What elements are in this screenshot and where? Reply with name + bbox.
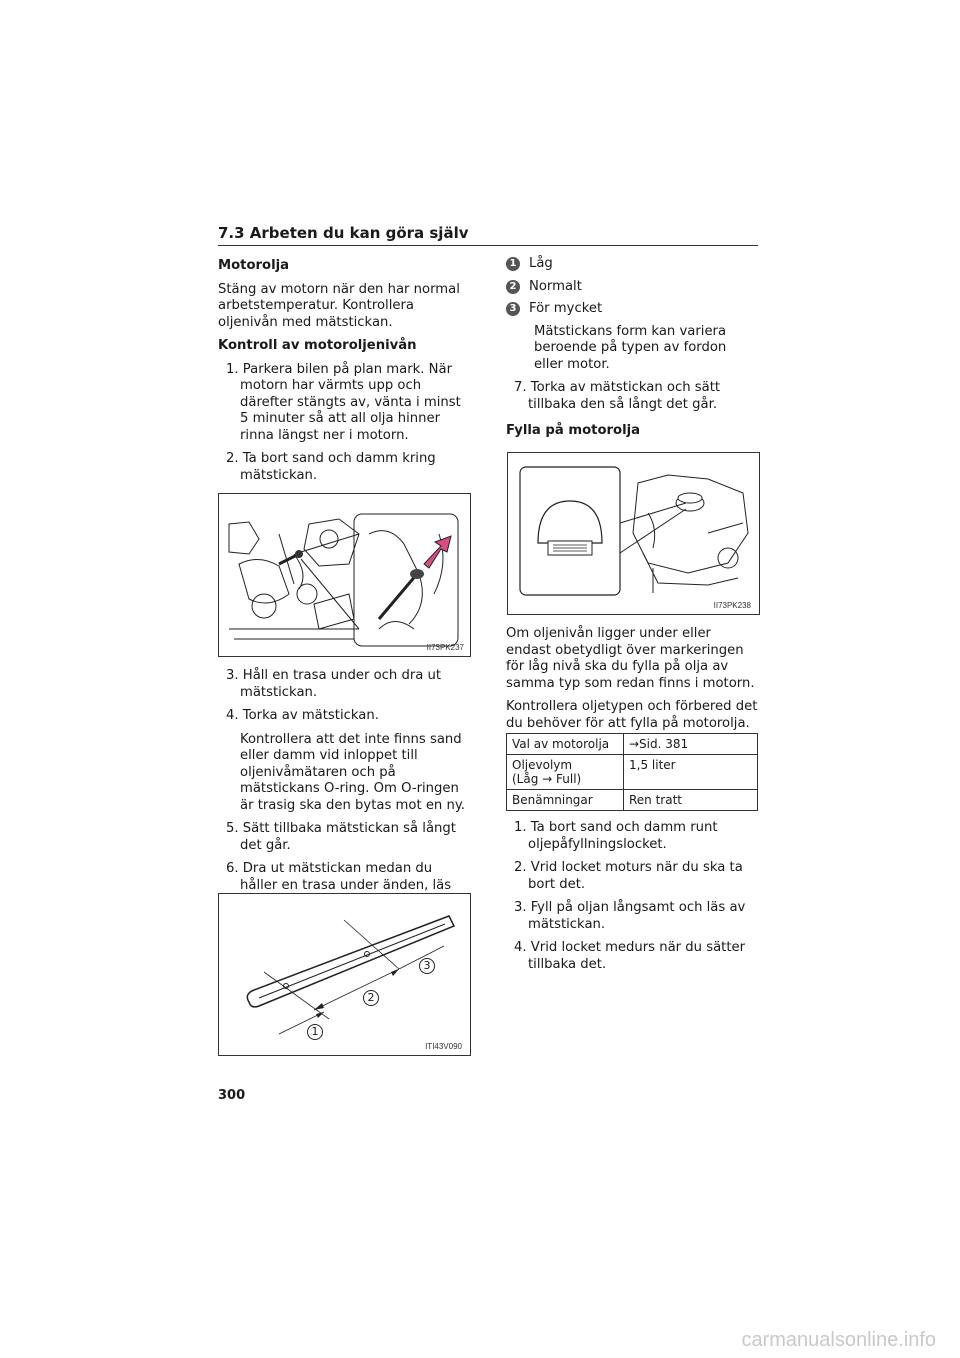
heading-motorolja: Motorolja xyxy=(218,258,290,273)
legend-number: 3 xyxy=(506,302,520,316)
callout-1: 1 xyxy=(307,1024,323,1040)
callout-2: 2 xyxy=(363,990,379,1006)
table-value: Ren tratt xyxy=(624,790,758,811)
fill-step-3: 3. Fyll på oljan långsamt och läs av mätstickan. xyxy=(514,900,746,932)
figure-code: II73PK237 xyxy=(426,643,464,652)
step-4: 4. Torka av mätstickan. xyxy=(226,708,379,723)
spec-table xyxy=(506,733,758,811)
table-row xyxy=(507,755,758,790)
table-label: Benämningar xyxy=(507,790,624,811)
figure-code: ITI43V090 xyxy=(425,1042,462,1051)
table-label: Val av motorolja xyxy=(507,734,624,755)
table-row xyxy=(507,734,758,755)
legend-item-2 xyxy=(506,279,758,296)
paragraph-oil-level: Om oljenivån ligger under eller endast obetydligt över markeringen för låg nivå ska du fylla på olja av samma typ som redan finns i motorn. xyxy=(506,626,755,691)
step-5: 5. Sätt tillbaka mätstickan så långt det går. xyxy=(226,821,456,853)
figure-oil-cap xyxy=(507,452,760,615)
intro-paragraph: Stäng av motorn när den har normal arbetstemperatur. Kontrollera oljenivån med mätstickan. xyxy=(218,281,460,330)
figure-code: II73PK238 xyxy=(713,601,751,610)
step-1: 1. Parkera bilen på plan mark. När motorn har värmts upp och därefter stängts av, vänta i minst 5 minuter så att all olja hinner rinna längst ner i motorn. xyxy=(226,361,461,443)
engine-illustration xyxy=(219,494,470,656)
legend-item-3 xyxy=(506,301,758,318)
legend-number: 1 xyxy=(506,257,520,271)
section-header: 7.3 Arbeten du kan göra själv xyxy=(218,224,469,242)
fill-step-2: 2. Vrid locket moturs när du ska ta bort det. xyxy=(514,860,743,892)
legend-text: Normalt xyxy=(529,278,582,294)
step-3: 3. Håll en trasa under och dra ut mätstickan. xyxy=(226,668,442,700)
header-rule xyxy=(218,245,758,246)
step-2: 2. Ta bort sand och damm kring mätstickan. xyxy=(226,451,436,483)
table-row xyxy=(507,790,758,811)
right-column-steps xyxy=(506,820,758,980)
page-number: 300 xyxy=(218,1088,246,1103)
watermark: carmanualsonline.info xyxy=(741,1329,936,1351)
legend-number: 2 xyxy=(506,280,520,294)
legend-item-1 xyxy=(506,256,758,273)
right-column xyxy=(506,256,758,447)
spec-table-container xyxy=(506,733,758,811)
table-value: →Sid. 381 xyxy=(624,734,758,755)
table-value: 1,5 liter xyxy=(624,755,758,790)
step-6: 6. Dra ut mätstickan medan du håller en trasa under änden, läs xyxy=(226,861,452,893)
dipstick-illustration xyxy=(219,894,470,1055)
fill-step-1: 1. Ta bort sand och damm runt oljepåfyllningslocket. xyxy=(514,820,718,852)
callout-3: 3 xyxy=(419,958,435,974)
left-column xyxy=(218,258,470,491)
heading-fylla-pa: Fylla på motorolja xyxy=(506,423,641,438)
legend-text: För mycket xyxy=(529,301,603,316)
legend-text: Låg xyxy=(529,256,553,271)
subheading-kontroll: Kontroll av motoroljenivån xyxy=(218,338,417,353)
right-column-cont xyxy=(506,626,758,739)
fill-step-4: 4. Vrid locket medurs när du sätter tillbaka det. xyxy=(514,940,746,972)
step-7: 7. Torka av mätstickan och sätt tillbaka den så långt det går. xyxy=(514,380,721,412)
paragraph-prepare: Kontrollera oljetypen och förbered det du behöver för att fylla på motorolja. xyxy=(506,699,758,731)
step-4-note: Kontrollera att det inte finns sand eller damm vid inloppet till oljenivåmätaren och på mätstickans O-ring. Om O-ringen är trasig ska den bytas mot en ny. xyxy=(240,731,465,813)
table-label: Oljevolym (Låg → Full) xyxy=(507,755,624,790)
oil-cap-illustration xyxy=(508,453,759,614)
figure-dipstick-levels xyxy=(218,893,471,1056)
figure-dipstick-location xyxy=(218,493,471,657)
left-column-cont xyxy=(218,668,470,918)
legend-note: Mätstickans form kan variera beroende på typen av fordon eller motor. xyxy=(534,323,727,372)
